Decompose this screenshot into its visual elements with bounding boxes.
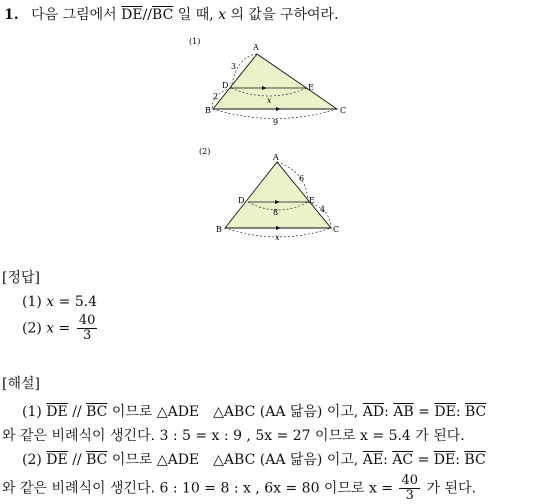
equals: =: [418, 404, 430, 420]
figure-1-label: (1): [189, 37, 201, 46]
seg-bc: $\overline{BC}$: [464, 404, 487, 420]
segment-de: $\overline{DE}$: [121, 7, 143, 23]
vertex-e: E: [309, 196, 315, 205]
seg-de: $\overline{DE}$: [46, 452, 68, 468]
seg-ab: $\overline{AB}$: [393, 404, 414, 420]
fraction-numerator: 40: [78, 313, 96, 328]
label-bc: x: [275, 233, 280, 242]
solution-2-fraction: [399, 474, 420, 503]
seg-bc: $\overline{BC}$: [86, 404, 108, 420]
seg-de: $\overline{DE}$: [433, 452, 456, 468]
vertex-c: C: [333, 225, 340, 234]
seg-bc: $\overline{BC}$: [86, 452, 108, 468]
label-bc: 9: [273, 118, 279, 127]
seg-ae: $\overline{AE}$: [362, 452, 384, 468]
colon: :: [455, 452, 460, 468]
fraction-denominator: 3: [405, 488, 414, 503]
label-ae: 6: [299, 174, 305, 183]
label-ec: 4: [320, 205, 326, 214]
answer-2-label: (2): [22, 320, 42, 337]
solution-1-line-1: [22, 402, 486, 422]
solution-2-label: (2): [22, 452, 42, 468]
parallel-symbol: //: [72, 452, 82, 468]
colon: :: [384, 404, 389, 420]
question-text-post: 일 때,: [177, 7, 214, 23]
fraction-numerator: 40: [401, 473, 419, 488]
solution-2-text: 와 같은 비례식이 생긴다. 6 : 10 = 8 : x , 6x = 80 이므로 x =: [2, 480, 394, 497]
vertex-c: C: [340, 106, 347, 115]
vertex-d: D: [222, 81, 229, 90]
vertex-a: A: [273, 153, 279, 162]
answer-heading: [정답]: [2, 270, 40, 286]
solution-1-line-2: 와 같은 비례식이 생긴다. 3 : 5 = x : 9 , 5x = 27 이므로 x = 5.4 가 된다.: [2, 428, 465, 444]
colon: :: [383, 452, 388, 468]
answer-2: [22, 314, 99, 343]
label-ad: 3: [231, 62, 237, 71]
answer-2-fraction: [77, 314, 98, 343]
figure-2-label: (2): [199, 147, 211, 156]
solution-1-label: (1): [22, 404, 42, 420]
solution-1-text: 이므로 △ADE △ABC (AA 닮음) 이고,: [111, 404, 359, 420]
solution-2-text-end: 가 된다.: [426, 480, 476, 497]
answer-2-lhs: x =: [46, 320, 71, 337]
solution-2-line-1: [22, 450, 486, 470]
answer-1-label: (1): [22, 294, 42, 310]
label-db: 2: [213, 92, 219, 101]
label-de: x: [267, 96, 272, 105]
seg-de: $\overline{DE}$: [434, 404, 456, 420]
segment-bc: $\overline{BC}$: [152, 7, 174, 23]
parallel-symbol: //: [142, 7, 153, 23]
colon: :: [455, 404, 461, 420]
vertex-d: D: [238, 196, 245, 205]
answer-1: [22, 292, 97, 312]
solution-2-text: 이므로 △ADE △ABC (AA 닮음) 이고,: [111, 452, 359, 468]
figure-1: [185, 32, 355, 132]
vertex-e: E: [308, 83, 314, 92]
label-de: 8: [273, 208, 279, 217]
seg-bc: $\overline{BC}$: [464, 452, 486, 468]
vertex-b: B: [205, 106, 211, 115]
equals: =: [417, 452, 430, 468]
question-text-pre: 다음 그림에서: [31, 7, 117, 23]
question: [4, 4, 339, 24]
seg-ad: $\overline{AD}$: [362, 404, 385, 420]
solution-heading: [해설]: [2, 376, 40, 392]
question-text-end: 의 값을 구하여라.: [230, 7, 339, 23]
question-variable: x: [218, 7, 227, 23]
triangle-fill: [225, 162, 331, 228]
answer-1-value: 5.4: [74, 294, 98, 310]
vertex-a: A: [253, 43, 259, 52]
solution-2-line-2: [2, 474, 476, 503]
figure-2: [195, 144, 355, 244]
fraction-denominator: 3: [82, 328, 92, 343]
seg-de: $\overline{DE}$: [46, 404, 68, 420]
answer-1-lhs: x =: [46, 294, 71, 310]
vertex-b: B: [216, 225, 222, 234]
parallel-symbol: //: [72, 404, 82, 420]
seg-ac: $\overline{AC}$: [392, 452, 414, 468]
question-number: 1.: [4, 7, 19, 23]
